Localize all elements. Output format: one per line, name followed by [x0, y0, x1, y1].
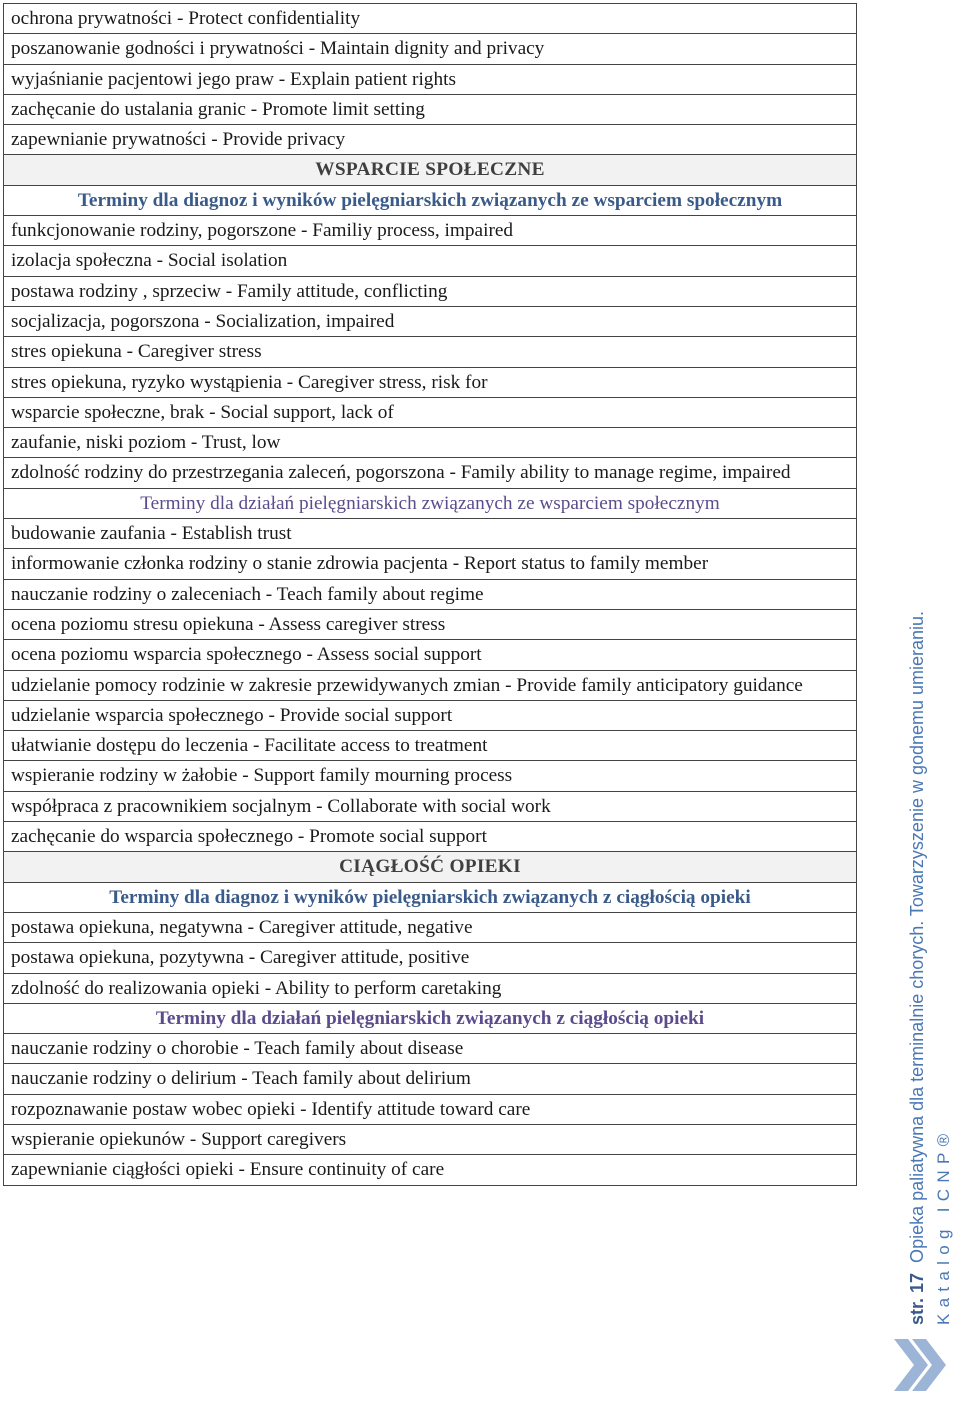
term-cell: udzielanie pomocy rodzinie w zakresie przewidywanych zmian - Provide family anticipatory guidance	[4, 670, 857, 700]
term-row	[4, 791, 857, 821]
term-cell: budowanie zaufania - Establish trust	[4, 519, 857, 549]
diagnosis-heading-row	[4, 882, 857, 912]
term-row	[4, 912, 857, 942]
term-row	[4, 64, 857, 94]
term-cell: wspieranie rodziny w żałobie - Support family mourning process	[4, 761, 857, 791]
terms-table	[3, 3, 857, 1186]
term-cell: zapewnianie prywatności - Provide privacy	[4, 125, 857, 155]
term-cell: socjalizacja, pogorszona - Socialization, impaired	[4, 306, 857, 336]
term-row	[4, 94, 857, 124]
term-cell: zdolność do realizowania opieki - Ability to perform caretaking	[4, 973, 857, 1003]
term-row	[4, 337, 857, 367]
term-cell: udzielanie wsparcia społecznego - Provide social support	[4, 700, 857, 730]
term-cell: stres opiekuna - Caregiver stress	[4, 337, 857, 367]
catalog-name: Katalog ICNP®	[934, 1127, 953, 1325]
term-cell: zdolność rodziny do przestrzegania zaleceń, pogorszona - Family ability to manage regime, impaired	[4, 458, 857, 488]
term-row	[4, 609, 857, 639]
term-row	[4, 640, 857, 670]
term-row	[4, 458, 857, 488]
term-row	[4, 367, 857, 397]
term-row	[4, 397, 857, 427]
term-cell: postawa opiekuna, pozytywna - Caregiver attitude, positive	[4, 943, 857, 973]
term-row	[4, 579, 857, 609]
term-row	[4, 276, 857, 306]
terms-table-body	[4, 4, 857, 1186]
term-cell: zachęcanie do wsparcia społecznego - Promote social support	[4, 822, 857, 852]
term-cell: stres opiekuna, ryzyko wystąpienia - Caregiver stress, risk for	[4, 367, 857, 397]
term-row	[4, 4, 857, 34]
term-row	[4, 216, 857, 246]
term-cell: zaufanie, niski poziom - Trust, low	[4, 428, 857, 458]
heading-cell: CIĄGŁOŚĆ OPIEKI	[4, 852, 857, 882]
term-cell: nauczanie rodziny o zaleceniach - Teach family about regime	[4, 579, 857, 609]
term-row	[4, 731, 857, 761]
term-row	[4, 549, 857, 579]
term-cell: wspieranie opiekunów - Support caregivers	[4, 1124, 857, 1154]
term-cell: ułatwianie dostępu do leczenia - Facilitate access to treatment	[4, 731, 857, 761]
term-cell: postawa opiekuna, negatywna - Caregiver attitude, negative	[4, 912, 857, 942]
page-number: str. 17	[907, 1272, 927, 1325]
term-row	[4, 34, 857, 64]
term-cell: informowanie członka rodziny o stanie zdrowia pacjenta - Report status to family member	[4, 549, 857, 579]
term-row	[4, 670, 857, 700]
term-row	[4, 761, 857, 791]
term-row	[4, 1155, 857, 1185]
diagnosis-heading-row	[4, 185, 857, 215]
term-row	[4, 700, 857, 730]
section-heading-row	[4, 155, 857, 185]
heading-cell: Terminy dla diagnoz i wyników pielęgniarskich związanych ze wsparciem społecznym	[4, 185, 857, 215]
term-cell: zachęcanie do ustalania granic - Promote limit setting	[4, 94, 857, 124]
term-cell: funkcjonowanie rodziny, pogorszone - Familiy process, impaired	[4, 216, 857, 246]
term-cell: poszanowanie godności i prywatności - Maintain dignity and privacy	[4, 34, 857, 64]
term-cell: nauczanie rodziny o chorobie - Teach family about disease	[4, 1034, 857, 1064]
double-chevron-logo-icon	[888, 1335, 956, 1395]
term-row	[4, 1094, 857, 1124]
term-row	[4, 125, 857, 155]
term-cell: ocena poziomu wsparcia społecznego - Assess social support	[4, 640, 857, 670]
term-cell: zapewnianie ciągłości opieki - Ensure continuity of care	[4, 1155, 857, 1185]
footer-subtitle: Opieka paliatywna dla terminalnie chorych. Towarzyszenie w godnemu umieraniu.	[907, 610, 927, 1263]
term-cell: współpraca z pracownikiem socjalnym - Collaborate with social work	[4, 791, 857, 821]
action-heading-row	[4, 1003, 857, 1033]
section-heading-row	[4, 852, 857, 882]
heading-cell: Terminy dla diagnoz i wyników pielęgniarskich związanych z ciągłością opieki	[4, 882, 857, 912]
term-cell: nauczanie rodziny o delirium - Teach family about delirium	[4, 1064, 857, 1094]
term-row	[4, 822, 857, 852]
term-row	[4, 973, 857, 1003]
term-cell: izolacja społeczna - Social isolation	[4, 246, 857, 276]
term-cell: rozpoznawanie postaw wobec opieki - Identify attitude toward care	[4, 1094, 857, 1124]
term-cell: ochrona prywatności - Protect confidentiality	[4, 4, 857, 34]
term-row	[4, 246, 857, 276]
action-heading-row	[4, 488, 857, 518]
term-row	[4, 306, 857, 336]
heading-cell: Terminy dla działań pielęgniarskich związanych z ciągłością opieki	[4, 1003, 857, 1033]
term-row	[4, 1064, 857, 1094]
term-row	[4, 1034, 857, 1064]
term-cell: wsparcie społeczne, brak - Social support, lack of	[4, 397, 857, 427]
heading-cell: WSPARCIE SPOŁECZNE	[4, 155, 857, 185]
term-row	[4, 519, 857, 549]
term-row	[4, 428, 857, 458]
term-row	[4, 943, 857, 973]
footer-title-line	[903, 610, 931, 1325]
term-cell: ocena poziomu stresu opiekuna - Assess caregiver stress	[4, 609, 857, 639]
term-row	[4, 1124, 857, 1154]
term-cell: postawa rodziny , sprzeciw - Family attitude, conflicting	[4, 276, 857, 306]
heading-cell: Terminy dla działań pielęgniarskich związanych ze wsparciem społecznym	[4, 488, 857, 518]
page-footer-vertical	[903, 610, 957, 1325]
term-cell: wyjaśnianie pacjentowi jego praw - Explain patient rights	[4, 64, 857, 94]
